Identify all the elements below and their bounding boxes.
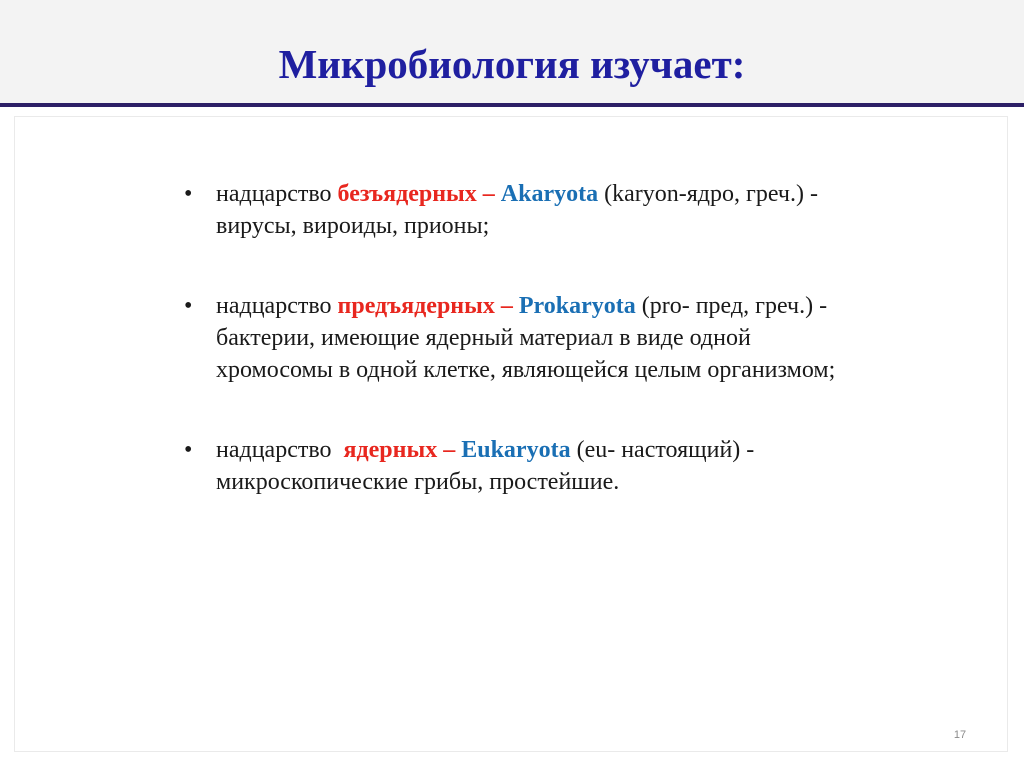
group-name: ядерных — [343, 437, 438, 463]
bullet-list — [184, 178, 864, 498]
bullet-marker: • — [184, 437, 193, 463]
bullet-prefix: надцарство — [216, 437, 344, 463]
taxon-name: Akaryota — [500, 181, 599, 207]
title-divider — [0, 103, 1024, 107]
taxon-name: Eukaryota — [461, 437, 571, 463]
taxon-name: Prokaryota — [518, 293, 636, 319]
bullet-akaryota — [184, 178, 864, 242]
group-dash: – — [437, 437, 462, 463]
bullet-prokaryota — [184, 290, 864, 386]
bullet-prefix: надцарство — [216, 293, 338, 319]
bullet-eukaryota — [184, 434, 864, 498]
bullet-marker: • — [184, 181, 193, 207]
group-dash: – — [494, 293, 519, 319]
group-name: безъядерных — [337, 181, 477, 207]
page-number: 17 — [953, 729, 967, 741]
bullet-description: (eu- настоящий) - микроскопические грибы, простейшие. — [216, 437, 767, 495]
bullet-description: (karyon-ядро, греч.) - вирусы, вироиды, прионы; — [216, 181, 818, 239]
bullet-marker: • — [184, 293, 193, 319]
bullet-description: (pro- пред, греч.) - бактерии, имеющие ядерный материал в виде одной хромосомы в одной клетке, являющейся целым организмом; — [216, 293, 836, 383]
bullet-prefix: надцарство — [216, 181, 338, 207]
slide-title: Микробиология изучает: — [278, 41, 746, 87]
group-dash: – — [476, 181, 501, 207]
group-name: предъядерных — [337, 293, 495, 319]
